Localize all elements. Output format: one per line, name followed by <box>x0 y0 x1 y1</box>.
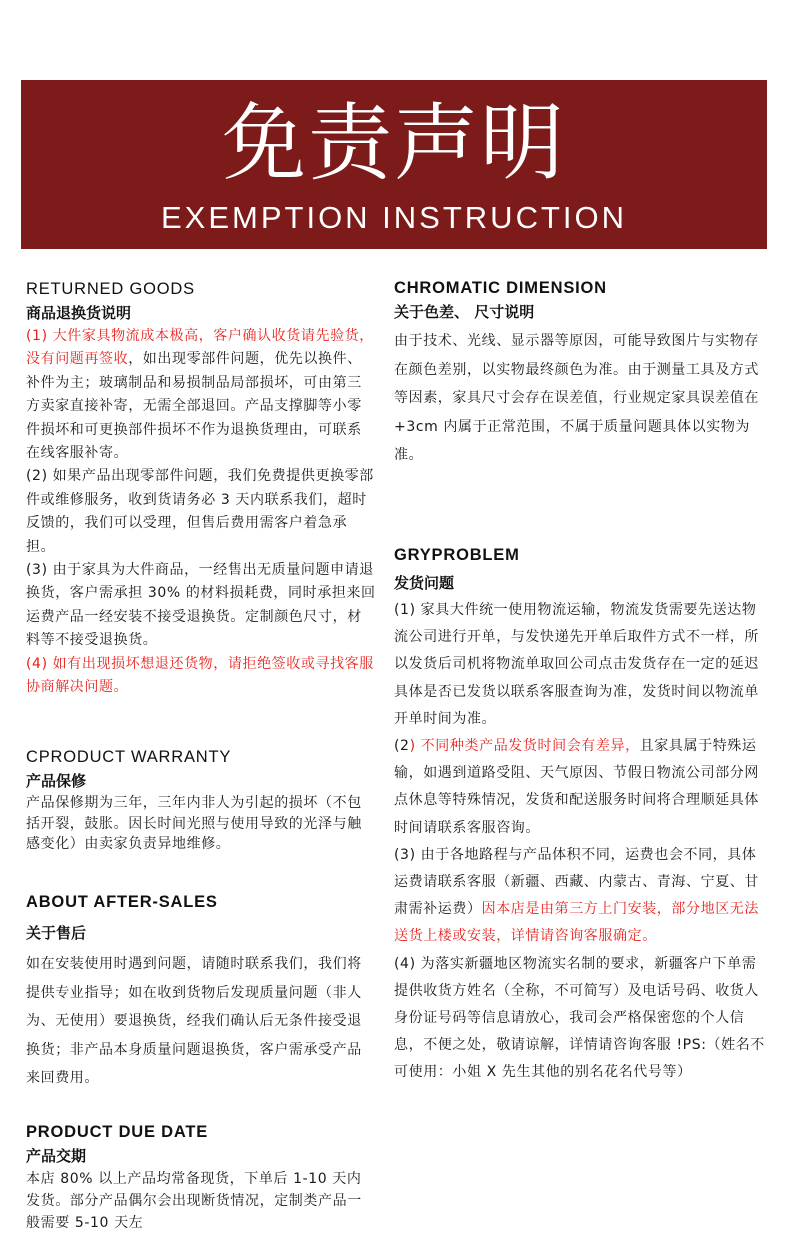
returned-goods-heading: RETURNED GOODS <box>26 280 195 298</box>
due-date-body: 本店 80% 以上产品均常备现货，下单后 1-10 天内发货。部分产品偶尔会出现断货情况，定制类产品一般需要 5-10 天左 <box>26 1171 362 1231</box>
returned-goods-body <box>26 325 376 700</box>
chromatic-title: 关于色差、 尺寸说明 <box>394 303 535 321</box>
warranty-heading: CPRODUCT WARRANTY <box>26 748 232 766</box>
returned-goods-warning: 大件家具物流成本极高，客户确认收货请先验货，没有问题再签收 <box>26 328 374 368</box>
shipping-item-1: (1) 家具大件统一使用物流运输，物流发货需要先送达物流公司进行开单，与发快递先开单后取件方式不一样，所以发货后司机将物流单取回公司点击发货存在一定的延迟具体是否已发货以联系客服查询为准，发货时间以物流单开单时间为准。 <box>394 602 759 727</box>
shipping-warning: 不同种类产品发货时间会有差异， <box>415 738 640 755</box>
warranty-section <box>26 745 376 855</box>
returned-goods-section <box>26 277 376 700</box>
shipping-item-4: (4) 为落实新疆地区物流实名制的要求，新疆客户下单需提供收货方姓名（全称，不可简写）及电话号码、收货人身份证号码等信息请放心，我司会严格保密您的个人信息，不便之处，敬请谅解，详情请咨询客服 !PS:（姓名不可使用：小姐 X 先生其他的别名花名代号等） <box>394 955 765 1081</box>
due-date-heading: PRODUCT DUE DATE <box>26 1123 209 1141</box>
returned-goods-item-2: (2) 如果产品出现零部件问题，我们免费提供更换零部件或维修服务，收到货请务必 3 天内联系我们，超时反馈的，我们可以受理，但售后费用需客户着急承担。 <box>26 468 374 555</box>
returned-goods-title: 商品退换货说明 <box>26 304 132 322</box>
shipping-section <box>394 543 769 1087</box>
shipping-item-3: (3) 由于各地路程与产品体积不同，运费也会不同，具体运费请联系客服（新疆、西藏、内蒙古、青海、宁夏、甘肃需补运费）因本店是由第三方上门安装，部分地区无法送货上楼或安装，详情请咨询客服确定。 <box>394 846 760 945</box>
chromatic-body: 由于技术、光线、显示器等原因，可能导致图片与实物存在颜色差别，以实物最终颜色为准。由于测量工具及方式等因素，家具尺寸会存在误差值，行业规定家具误差值在 +3cm 内属于正常范围，不属于质量问题具体以实物为准。 <box>394 333 759 463</box>
header-banner <box>21 80 767 249</box>
shipping-title: 发货问题 <box>394 574 455 592</box>
returned-goods-item-1: (1) 大件家具物流成本极高，客户确认收货请先验货，没有问题再签收，如出现零部件问题，优先以换件、补件为主；玻璃制品和易损制品局部损坏，可由第三方卖家直接补寄，无需全部退回。产品支撑脚等小零件损坏和可更换部件损坏不作为退换货理由，可联系在线客服补寄。 <box>26 328 374 462</box>
page-title: 免责声明 <box>221 94 566 192</box>
chromatic-heading: CHROMATIC DIMENSION <box>394 279 607 297</box>
page-subtitle: EXEMPTION INSTRUCTION <box>160 200 627 235</box>
shipping-install-warning: 因本店是由第三方上门安装，部分地区无法送货上楼或安装，详情请咨询客服确定。 <box>394 901 760 945</box>
shipping-body <box>394 597 769 1087</box>
after-sales-heading: ABOUT AFTER-SALES <box>26 893 218 911</box>
warranty-body: 产品保修期为三年，三年内非人为引起的损坏（不包括开裂，鼓胀。因长时间光照与使用导致的光泽与触感变化）由卖家负责异地维修。 <box>26 795 362 852</box>
returned-goods-item-3: (3) 由于家具为大件商品，一经售出无质量问题申请退换货，客户需承担 30% 的材料损耗费，同时承担来回运费产品一经安装不接受退换货。定制颜色尺寸，材料等不接受退换货。 <box>26 562 376 649</box>
due-date-title: 产品交期 <box>26 1147 87 1165</box>
after-sales-body: 如在安装使用时遇到问题，请随时联系我们，我们将提供专业指导；如在收到货物后发现质量问题（非人为、无使用）要退换货，经我们确认后无条件接受退换货；非产品本身质量问题退换货，客户需承受产品来回费用。 <box>26 956 362 1086</box>
chromatic-section <box>394 276 769 470</box>
returned-goods-item-4: (4) 如有出现损坏想退还货物，请拒绝签收或寻找客服协商解决问题。 <box>26 655 374 696</box>
shipping-item-2: (2) 不同种类产品发货时间会有差异，且家具属于特殊运输，如遇到道路受阻、天气原因、节假日物流公司部分网点休息等特殊情况，发货和配送服务时间将合理顺延具体时间请联系客服咨询。 <box>394 738 759 836</box>
warranty-title: 产品保修 <box>26 772 87 790</box>
due-date-section <box>26 1120 376 1234</box>
shipping-heading: GRYPROBLEM <box>394 546 520 564</box>
after-sales-title: 关于售后 <box>26 924 87 942</box>
after-sales-section <box>26 890 376 1093</box>
